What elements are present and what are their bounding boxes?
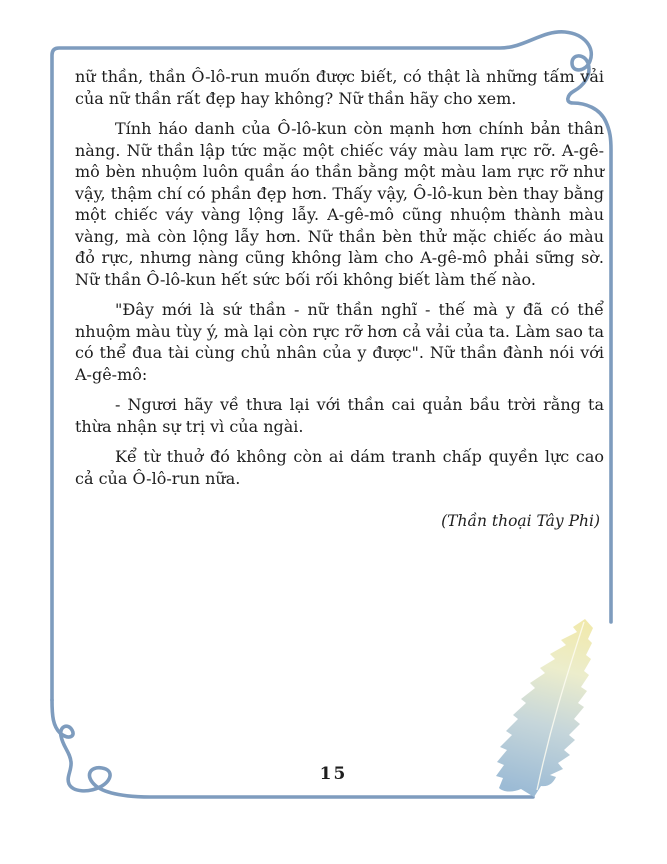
story-paragraph: "Đây mới là sứ thần - nữ thần nghĩ - thế mà y đã có thể nhuộm màu tùy ý, mà lại còn rực rỡ hơn cả vải của ta. Làm sao ta có thể đua tài cùng chủ nhân của y được". Nữ thần đành nói với A-gê-mô: <box>75 300 604 384</box>
story-paragraph: Tính háo danh của Ô-lô-kun còn mạnh hơn chính bản thân nàng. Nữ thần lập tức mặc một chiếc váy màu lam rực rỡ. A-gê-mô bèn nhuộm luôn quần áo thần bằng một màu lam rực rỡ như vậy, thậm chí có phần đẹp hơn. Thấy vậy, Ô-lô-kun bèn thay bằng một chiếc váy vàng lộng lẫy. A-gê-mô cũng nhuộm thành màu vàng, mà còn lộng lẫy hơn. Nữ thần bèn thử mặc chiếc áo màu đỏ rực, nhưng nàng cũng không làm cho A-gê-mô phải sững sờ. Nữ thần Ô-lô-kun hết sức bối rối không biết làm thế nào. <box>75 119 604 289</box>
page-number: 15 <box>319 764 348 784</box>
story-attribution: (Thần thoại Tây Phi) <box>441 512 600 530</box>
story-text <box>75 66 604 533</box>
story-paragraph: nữ thần, thần Ô-lô-run muốn được biết, có thật là những tấm vải của nữ thần rất đẹp hay không? Nữ thần hãy cho xem. <box>75 67 604 108</box>
story-paragraph: Kể từ thuở đó không còn ai dám tranh chấp quyền lực cao cả của Ô-lô-run nữa. <box>75 447 604 488</box>
story-paragraph: - Ngươi hãy về thưa lại với thần cai quản bầu trời rằng ta thừa nhận sự trị vì của ngài. <box>75 395 604 436</box>
